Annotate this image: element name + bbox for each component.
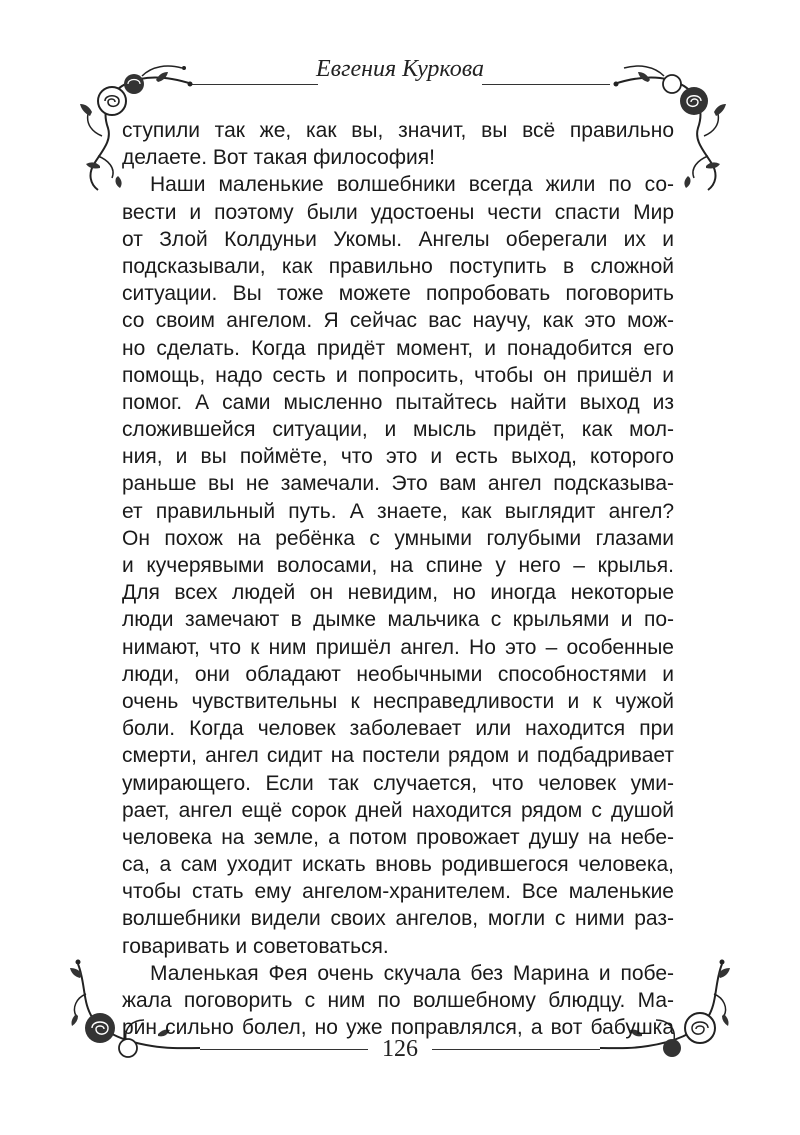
- text-line: люди, они обладают необычными способностями и: [122, 662, 674, 686]
- running-header-author: Евгения Куркова: [316, 56, 484, 82]
- text-line: ситуации. Вы тоже можете попробовать поговорить: [122, 282, 674, 306]
- text-line: но сделать. Когда придёт момент, и понадобится его: [122, 336, 674, 360]
- text-line: от Злой Колдуньи Укомы. Ангелы оберегали их и: [122, 227, 674, 251]
- header-rule-right: [482, 84, 610, 85]
- text-line: волшебники видели своих ангелов, могли с ними раз-: [122, 907, 674, 931]
- text-line: Наши маленькие волшебники всегда жили по со-: [150, 173, 674, 197]
- text-line: люди замечают в дымке мальчика с крыльями и по-: [122, 608, 674, 632]
- text-line: ет правильный путь. А знаете, как выглядит ангел?: [122, 499, 674, 523]
- text-line: раньше вы не замечали. Это вам ангел подсказыва-: [122, 472, 674, 496]
- body-text: [122, 117, 674, 1041]
- text-line: вести и поэтому были удостоены чести спасти Мир: [122, 200, 674, 224]
- text-line: помощь, надо сесть и попросить, чтобы он пришёл и: [122, 363, 674, 387]
- text-line: очень чувствительны к несправедливости и к чужой: [122, 689, 674, 713]
- text-line: Для всех людей он невидим, но иногда некоторые: [122, 581, 674, 605]
- text-line: помог. А сами мысленно пытайтесь найти выход из: [122, 390, 674, 414]
- text-line: чтобы стать ему ангелом-хранителем. Все маленькие: [122, 880, 674, 904]
- text-line: рин сильно болел, но уже поправлялся, а вот бабушка: [122, 1016, 674, 1040]
- text-line: и кучерявыми волосами, на спине у него – крылья.: [122, 554, 674, 577]
- text-line: ступили так же, как вы, значит, вы всё правильно: [122, 119, 674, 142]
- text-line: Он похож на ребёнка с умными голубыми глазами: [122, 526, 674, 550]
- text-line: смерти, ангел сидит на постели рядом и подбадривает: [122, 744, 674, 768]
- text-line: говаривать и советоваться.: [122, 934, 389, 958]
- text-line: са, а сам уходит искать вновь родившегося человека,: [122, 853, 674, 877]
- header-rule-left: [190, 84, 318, 85]
- text-line: рает, ангел ещё сорок дней находится рядом с душой: [122, 798, 674, 822]
- page-number: 126: [382, 1036, 418, 1062]
- text-line: со своим ангелом. Я сейчас вас научу, как это мож-: [122, 309, 674, 333]
- text-line: человека на земле, а потом провожает душу на небе-: [122, 825, 674, 849]
- text-line: делаете. Вот такая философия!: [122, 146, 435, 170]
- footer-rule-right: [432, 1049, 600, 1050]
- text-line: нимают, что к ним пришёл ангел. Но это – особенные: [122, 635, 674, 659]
- text-line: Маленькая Фея очень скучала без Марина и побе-: [150, 961, 674, 985]
- text-line: сложившейся ситуации, и мысль придёт, как мол-: [122, 418, 674, 442]
- text-line: ния, и вы поймёте, что это и есть выход, которого: [122, 445, 674, 469]
- text-line: подсказывали, как правильно поступить в сложной: [122, 254, 674, 278]
- text-line: жала поговорить с ним по волшебному блюдцу. Ма-: [122, 989, 674, 1012]
- text-line: умирающего. Если так случается, что человек уми-: [122, 771, 674, 795]
- text-line: боли. Когда человек заболевает или находится при: [122, 717, 674, 741]
